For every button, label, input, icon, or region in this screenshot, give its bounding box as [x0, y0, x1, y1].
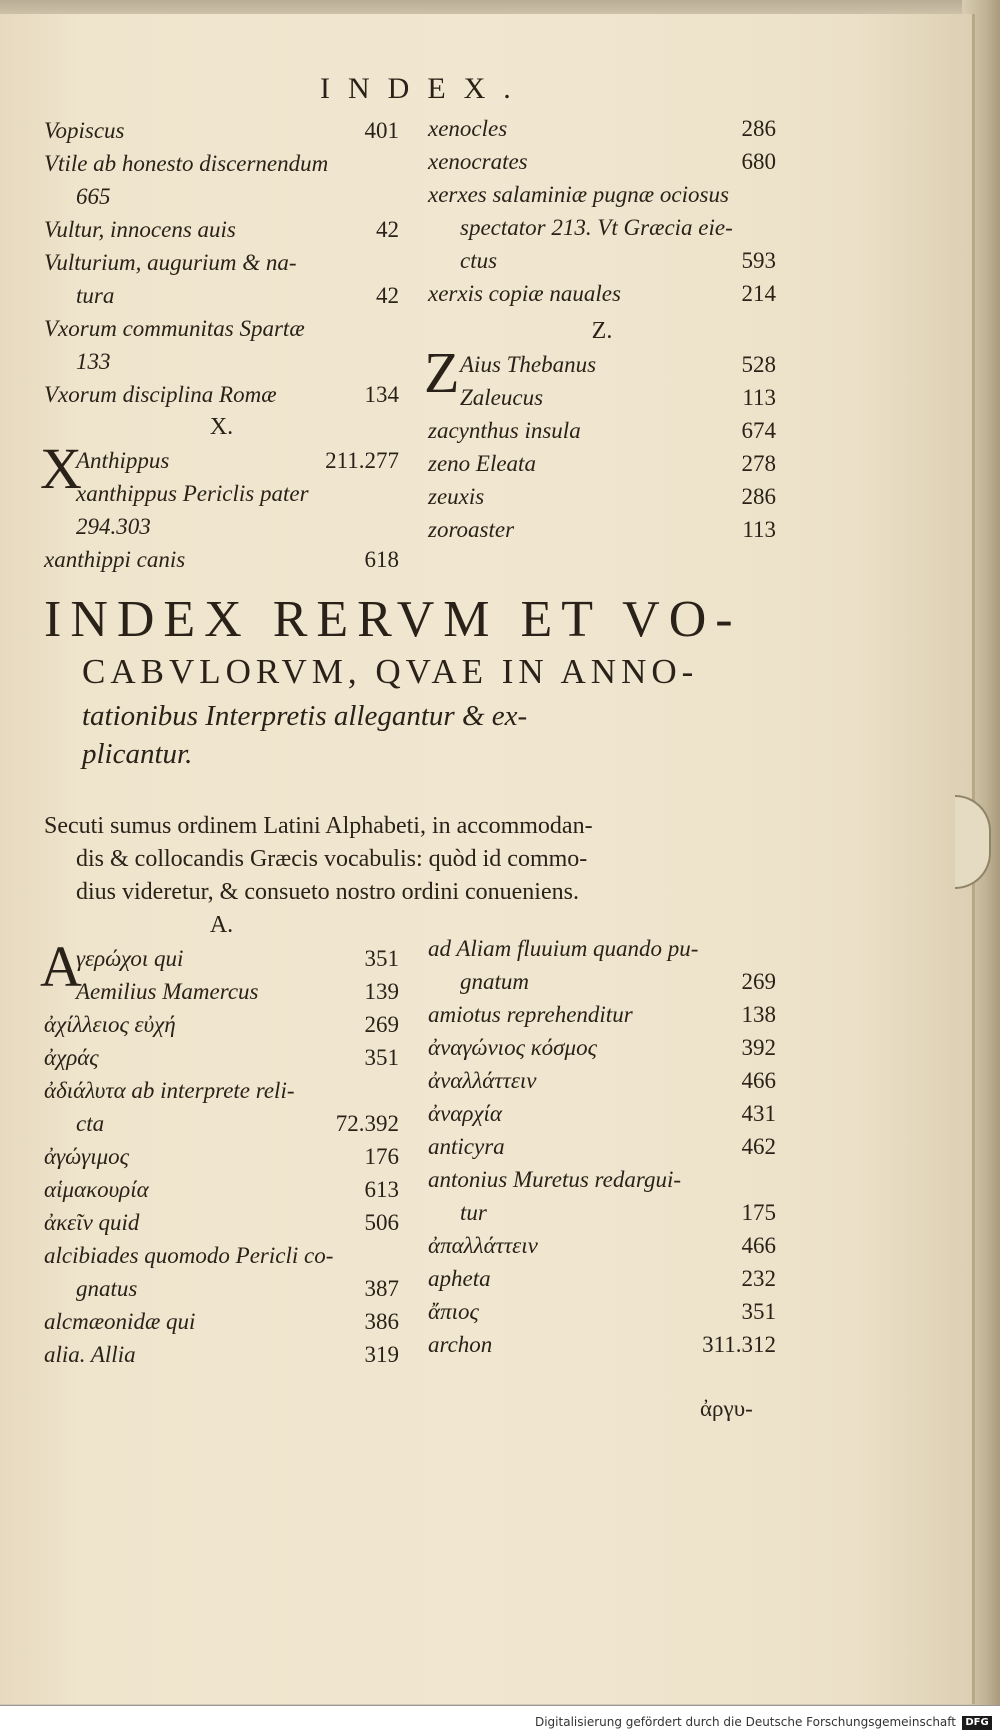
index-entry: [44, 349, 399, 382]
index-page-ref: 176: [364, 1144, 399, 1169]
index-term: Anthippus: [76, 448, 170, 473]
index-entry: [44, 1309, 399, 1342]
index-entry: [44, 151, 399, 184]
index-term: Zaleucus: [460, 385, 544, 410]
index-term: Vopiscus: [44, 118, 125, 143]
index-page-ref: 138: [741, 1002, 776, 1027]
index-title-line-3: tationibus Interpretis allegantur & ex-: [82, 700, 528, 732]
index-term: xenocrates: [428, 149, 528, 174]
index-term: Vulturium, augurium & na-: [44, 250, 297, 275]
index-term: ἄπιος: [428, 1299, 479, 1324]
index-page-ref: 175: [741, 1200, 776, 1225]
index-entry: [44, 514, 399, 547]
index-page-ref: 113: [742, 385, 776, 410]
index-term: γερώχοι qui: [76, 946, 184, 971]
index-page-ref: 387: [364, 1276, 399, 1301]
index-entry: [44, 1144, 399, 1177]
index-column-a-left: [44, 946, 399, 1375]
index-entry: [44, 250, 399, 283]
index-term: zeno Eleata: [428, 451, 536, 476]
index-page-ref: 278: [741, 451, 776, 476]
index-entry: [44, 1045, 399, 1078]
index-term: spectator 213. Vt Græcia eie-: [460, 215, 733, 240]
index-term: xanthippus Periclis pater: [76, 481, 309, 506]
index-term: cta: [76, 1111, 105, 1136]
index-term: xenocles: [428, 116, 508, 141]
index-term: Vxorum communitas Spartæ: [44, 316, 305, 341]
index-section-a-left: [40, 912, 399, 1375]
index-column-z: [428, 352, 776, 550]
index-entry: [44, 382, 399, 415]
index-page-ref: 311.312: [702, 1332, 776, 1357]
index-entry: [428, 385, 776, 418]
index-term: antonius Muretus redargui-: [428, 1167, 681, 1192]
index-entry: [428, 1299, 776, 1332]
index-page-ref: 386: [364, 1309, 399, 1334]
index-entry: [44, 1111, 399, 1144]
index-term: zeuxis: [428, 484, 485, 509]
section-heading-z: Z.: [591, 318, 613, 344]
index-page-ref: 42: [376, 217, 399, 242]
index-entry: [428, 1101, 776, 1134]
footer-bar: [0, 1705, 1000, 1736]
catchword: ἀργυ-: [700, 1396, 753, 1421]
index-page-ref: 613: [364, 1177, 399, 1202]
index-entry: [428, 116, 776, 149]
index-term: anticyra: [428, 1134, 505, 1159]
index-page-ref: 618: [364, 547, 399, 572]
index-page-ref: 286: [741, 116, 776, 141]
index-page-ref: 401: [364, 118, 399, 143]
index-page-ref: 211.277: [325, 448, 399, 473]
index-entry: [428, 248, 776, 281]
index-entry: [44, 1078, 399, 1111]
index-page-ref: 113: [742, 517, 776, 542]
index-column-x: [44, 448, 399, 580]
index-term: Aemilius Mamercus: [76, 979, 259, 1004]
index-section-x: [40, 414, 399, 580]
index-page-ref: 214: [741, 281, 776, 306]
index-entry: [428, 281, 776, 314]
index-page-ref: 42: [376, 283, 399, 308]
index-entry: [44, 1243, 399, 1276]
index-page-ref: 466: [741, 1068, 776, 1093]
index-term: 665: [76, 184, 111, 209]
index-term: apheta: [428, 1266, 491, 1291]
index-entry: [428, 418, 776, 451]
index-entry: [44, 946, 399, 979]
index-entry: [428, 1233, 776, 1266]
index-entry: [44, 979, 399, 1012]
index-entry: [428, 1134, 776, 1167]
index-page-ref: 528: [741, 352, 776, 377]
index-entry: [428, 215, 776, 248]
index-entry: [44, 1012, 399, 1045]
intro-line: dis & collocandis Græcis vocabulis: quòd id commo-: [76, 846, 588, 872]
section-heading-a: A.: [209, 912, 234, 938]
intro-line: dius videretur, & consueto nostro ordini conueniens.: [76, 879, 579, 905]
index-page-ref: 232: [741, 1266, 776, 1291]
index-page-ref: 286: [741, 484, 776, 509]
drop-initial-z: Z: [424, 340, 460, 405]
index-page-ref: 139: [364, 979, 399, 1004]
index-entry: [44, 217, 399, 250]
index-entry: [428, 1266, 776, 1299]
index-term: ἀναγώνιος κόσμος: [428, 1035, 597, 1060]
index-entry: [428, 1332, 776, 1365]
index-entry: [44, 1276, 399, 1309]
index-term: ἀκεῖν quid: [44, 1210, 140, 1235]
index-entry: [44, 547, 399, 580]
index-term: Vtile ab honesto discernendum: [44, 151, 329, 176]
index-entry: [428, 969, 776, 1002]
index-page-ref: 269: [364, 1012, 399, 1037]
index-entry: [44, 1210, 399, 1243]
index-entry: [428, 1002, 776, 1035]
index-page-ref: 680: [741, 149, 776, 174]
index-page-ref: 593: [741, 248, 776, 273]
digitization-credit: Digitalisierung gefördert durch die Deutsche Forschungsgemeinschaft: [534, 1715, 956, 1729]
index-title-line-1: INDEX RERVM ET VO-: [44, 591, 742, 648]
index-page-ref: 431: [741, 1101, 776, 1126]
index-entry: [428, 1068, 776, 1101]
index-term: zoroaster: [428, 517, 515, 542]
index-entry: [44, 184, 399, 217]
index-term: alcmæonidæ qui: [44, 1309, 196, 1334]
index-entry: [428, 451, 776, 484]
index-term: ἀγώγιμος: [44, 1144, 130, 1169]
index-page-ref: 319: [364, 1342, 399, 1367]
index-term: Vultur, innocens auis: [44, 217, 236, 242]
index-entry: [428, 936, 776, 969]
index-page-ref: 392: [741, 1035, 776, 1060]
index-term: ad Aliam fluuium quando pu-: [428, 936, 699, 961]
index-term: gnatum: [460, 969, 529, 994]
index-term: archon: [428, 1332, 493, 1357]
index-page-ref: 72.392: [335, 1111, 399, 1136]
index-term: 294.303: [76, 514, 151, 539]
index-term: amiotus reprehenditur: [428, 1002, 633, 1027]
index-section-z: [424, 318, 776, 550]
index-entry: [428, 149, 776, 182]
index-page-ref: 351: [364, 946, 399, 971]
running-head: INDEX.: [320, 72, 529, 105]
index-entry: [44, 283, 399, 316]
index-term: ἀναρχία: [428, 1101, 502, 1126]
index-term: ἀδιάλυτα ab interprete reli-: [44, 1078, 295, 1103]
index-term: zacynthus insula: [428, 418, 581, 443]
index-entry: [44, 1177, 399, 1210]
index-term: xerxis copiæ nauales: [428, 281, 621, 306]
dfg-logo: DFG: [962, 1716, 992, 1730]
intro-paragraph: [44, 810, 764, 909]
index-page-ref: 351: [741, 1299, 776, 1324]
index-term: ἀχράς: [44, 1045, 99, 1070]
index-page-ref: 674: [741, 418, 776, 443]
index-term: tura: [76, 283, 115, 308]
index-term: Vxorum disciplina Romæ: [44, 382, 277, 407]
index-title-line-4: plicantur.: [82, 738, 193, 770]
index-page-ref: 351: [364, 1045, 399, 1070]
index-term: αἱμακουρία: [44, 1177, 149, 1202]
index-term: 133: [76, 349, 111, 374]
index-term: gnatus: [76, 1276, 138, 1301]
index-page-ref: 506: [364, 1210, 399, 1235]
index-page-ref: 466: [741, 1233, 776, 1258]
index-page-ref: 269: [741, 969, 776, 994]
index-term: ctus: [460, 248, 498, 273]
index-term: tur: [460, 1200, 487, 1225]
index-entry: [428, 182, 776, 215]
index-column-right-top: [428, 116, 776, 314]
index-entry: [44, 481, 399, 514]
index-entry: [428, 352, 776, 385]
index-term: Aius Thebanus: [460, 352, 597, 377]
index-page-ref: 134: [364, 382, 399, 407]
index-entry: [428, 1200, 776, 1233]
index-entry: [44, 316, 399, 349]
index-entry: [428, 1035, 776, 1068]
index-entry: [44, 1342, 399, 1375]
index-entry: [428, 1167, 776, 1200]
index-page-ref: 462: [741, 1134, 776, 1159]
drop-initial-a: A: [40, 934, 82, 999]
index-term: xerxes salaminiæ pugnæ ociosus: [428, 182, 729, 207]
index-term: ἀχίλλειος εὐχή: [44, 1012, 176, 1037]
intro-line: Secuti sumus ordinem Latini Alphabeti, in accommodan-: [44, 813, 593, 839]
index-term: ἀπαλλάττειν: [428, 1233, 538, 1258]
index-column-a-right: [428, 936, 776, 1365]
index-entry: [428, 484, 776, 517]
index-entry: [44, 118, 399, 151]
drop-initial-x: X: [40, 436, 82, 501]
section-heading-x: X.: [209, 414, 234, 440]
index-title-line-2: CABVLORVM, QVAE IN ANNO-: [82, 652, 699, 691]
index-entry: [44, 448, 399, 481]
index-term: ἀναλλάττειν: [428, 1068, 537, 1093]
index-entry: [428, 517, 776, 550]
index-column-left-top: [44, 118, 399, 415]
index-term: xanthippi canis: [44, 547, 186, 572]
index-term: alia. Allia: [44, 1342, 136, 1367]
index-term: alcibiades quomodo Pericli co-: [44, 1243, 334, 1268]
